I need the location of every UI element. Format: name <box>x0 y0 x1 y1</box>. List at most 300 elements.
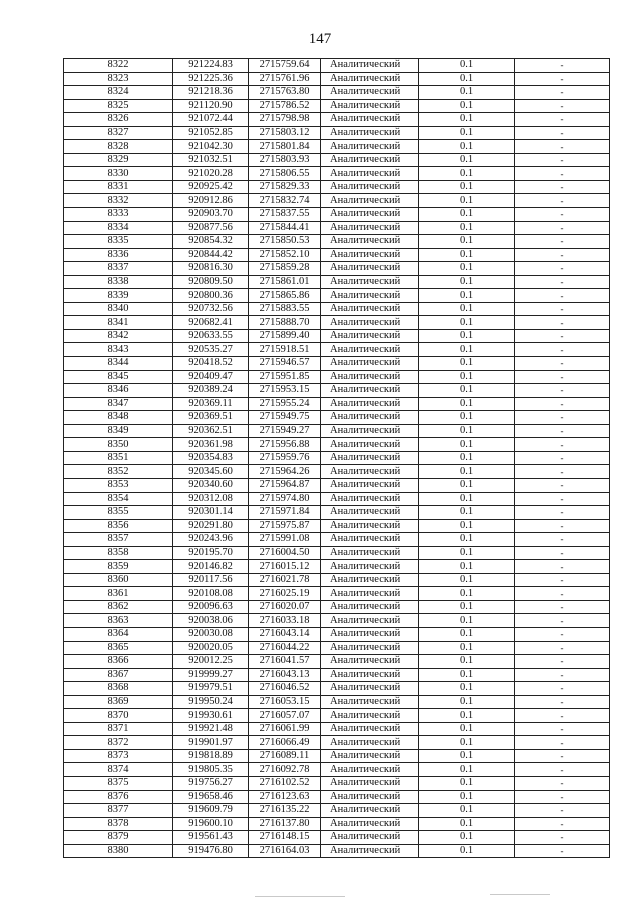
x-coordinate-cell: 921218.36 <box>173 86 249 100</box>
note-cell: - <box>515 573 610 587</box>
note-cell: - <box>515 397 610 411</box>
y-coordinate-cell: 2716043.13 <box>249 668 321 682</box>
x-coordinate-cell: 920903.70 <box>173 208 249 222</box>
table-row <box>64 573 610 587</box>
x-coordinate-cell: 919921.48 <box>173 722 249 736</box>
table-row <box>64 411 610 425</box>
table-row <box>64 655 610 669</box>
note-cell: - <box>515 614 610 628</box>
table-row <box>64 736 610 750</box>
method-cell: Аналитический <box>321 776 419 790</box>
method-cell: Аналитический <box>321 587 419 601</box>
method-cell: Аналитический <box>321 478 419 492</box>
note-cell: - <box>515 99 610 113</box>
x-coordinate-cell: 919818.89 <box>173 749 249 763</box>
method-cell: Аналитический <box>321 167 419 181</box>
method-cell: Аналитический <box>321 221 419 235</box>
y-coordinate-cell: 2716066.49 <box>249 736 321 750</box>
y-coordinate-cell: 2716004.50 <box>249 546 321 560</box>
table-row <box>64 478 610 492</box>
x-coordinate-cell: 920108.08 <box>173 587 249 601</box>
point-number-cell: 8322 <box>64 59 173 73</box>
y-coordinate-cell: 2716102.52 <box>249 776 321 790</box>
note-cell: - <box>515 560 610 574</box>
x-coordinate-cell: 919476.80 <box>173 844 249 858</box>
accuracy-cell: 0.1 <box>419 99 515 113</box>
accuracy-cell: 0.1 <box>419 492 515 506</box>
y-coordinate-cell: 2716044.22 <box>249 641 321 655</box>
y-coordinate-cell: 2715974.80 <box>249 492 321 506</box>
accuracy-cell: 0.1 <box>419 817 515 831</box>
y-coordinate-cell: 2716025.19 <box>249 587 321 601</box>
table-row <box>64 587 610 601</box>
point-number-cell: 8329 <box>64 153 173 167</box>
y-coordinate-cell: 2715899.40 <box>249 329 321 343</box>
y-coordinate-cell: 2716053.15 <box>249 695 321 709</box>
accuracy-cell: 0.1 <box>419 316 515 330</box>
accuracy-cell: 0.1 <box>419 573 515 587</box>
table-row <box>64 790 610 804</box>
x-coordinate-cell: 919561.43 <box>173 831 249 845</box>
method-cell: Аналитический <box>321 492 419 506</box>
method-cell: Аналитический <box>321 262 419 276</box>
note-cell: - <box>515 709 610 723</box>
table-row <box>64 180 610 194</box>
note-cell: - <box>515 722 610 736</box>
accuracy-cell: 0.1 <box>419 506 515 520</box>
x-coordinate-cell: 920877.56 <box>173 221 249 235</box>
x-coordinate-cell: 921032.51 <box>173 153 249 167</box>
y-coordinate-cell: 2715803.12 <box>249 126 321 140</box>
x-coordinate-cell: 920354.83 <box>173 451 249 465</box>
page-number: 147 <box>308 31 332 47</box>
table-row <box>64 519 610 533</box>
accuracy-cell: 0.1 <box>419 384 515 398</box>
note-cell: - <box>515 113 610 127</box>
note-cell: - <box>515 668 610 682</box>
point-number-cell: 8378 <box>64 817 173 831</box>
method-cell: Аналитический <box>321 99 419 113</box>
x-coordinate-cell: 919930.61 <box>173 709 249 723</box>
table-row <box>64 546 610 560</box>
x-coordinate-cell: 920195.70 <box>173 546 249 560</box>
x-coordinate-cell: 919658.46 <box>173 790 249 804</box>
method-cell: Аналитический <box>321 343 419 357</box>
table-row <box>64 533 610 547</box>
table-row <box>64 776 610 790</box>
x-coordinate-cell: 919756.27 <box>173 776 249 790</box>
point-number-cell: 8374 <box>64 763 173 777</box>
note-cell: - <box>515 180 610 194</box>
x-coordinate-cell: 920361.98 <box>173 438 249 452</box>
y-coordinate-cell: 2715949.27 <box>249 424 321 438</box>
table-row <box>64 831 610 845</box>
note-cell: - <box>515 167 610 181</box>
table-row <box>64 208 610 222</box>
accuracy-cell: 0.1 <box>419 790 515 804</box>
point-number-cell: 8368 <box>64 682 173 696</box>
accuracy-cell: 0.1 <box>419 776 515 790</box>
note-cell: - <box>515 370 610 384</box>
x-coordinate-cell: 920291.80 <box>173 519 249 533</box>
table-row <box>64 438 610 452</box>
y-coordinate-cell: 2715850.53 <box>249 235 321 249</box>
point-number-cell: 8336 <box>64 248 173 262</box>
point-number-cell: 8353 <box>64 478 173 492</box>
accuracy-cell: 0.1 <box>419 600 515 614</box>
method-cell: Аналитический <box>321 844 419 858</box>
accuracy-cell: 0.1 <box>419 424 515 438</box>
note-cell: - <box>515 478 610 492</box>
point-number-cell: 8380 <box>64 844 173 858</box>
table-row <box>64 126 610 140</box>
y-coordinate-cell: 2715844.41 <box>249 221 321 235</box>
accuracy-cell: 0.1 <box>419 438 515 452</box>
note-cell: - <box>515 519 610 533</box>
table-row <box>64 682 610 696</box>
point-number-cell: 8369 <box>64 695 173 709</box>
point-number-cell: 8360 <box>64 573 173 587</box>
x-coordinate-cell: 919979.51 <box>173 682 249 696</box>
y-coordinate-cell: 2716021.78 <box>249 573 321 587</box>
x-coordinate-cell: 920535.27 <box>173 343 249 357</box>
table-row <box>64 289 610 303</box>
accuracy-cell: 0.1 <box>419 357 515 371</box>
x-coordinate-cell: 920633.55 <box>173 329 249 343</box>
method-cell: Аналитический <box>321 235 419 249</box>
y-coordinate-cell: 2715837.55 <box>249 208 321 222</box>
method-cell: Аналитический <box>321 384 419 398</box>
note-cell: - <box>515 316 610 330</box>
note-cell: - <box>515 275 610 289</box>
x-coordinate-cell: 921120.90 <box>173 99 249 113</box>
x-coordinate-cell: 919950.24 <box>173 695 249 709</box>
x-coordinate-cell: 920362.51 <box>173 424 249 438</box>
accuracy-cell: 0.1 <box>419 533 515 547</box>
y-coordinate-cell: 2715861.01 <box>249 275 321 289</box>
method-cell: Аналитический <box>321 275 419 289</box>
note-cell: - <box>515 695 610 709</box>
method-cell: Аналитический <box>321 59 419 73</box>
note-cell: - <box>515 844 610 858</box>
x-coordinate-cell: 920389.24 <box>173 384 249 398</box>
point-number-cell: 8359 <box>64 560 173 574</box>
table-row <box>64 397 610 411</box>
y-coordinate-cell: 2715946.57 <box>249 357 321 371</box>
y-coordinate-cell: 2715761.96 <box>249 72 321 86</box>
x-coordinate-cell: 919805.35 <box>173 763 249 777</box>
note-cell: - <box>515 804 610 818</box>
y-coordinate-cell: 2716148.15 <box>249 831 321 845</box>
point-number-cell: 8323 <box>64 72 173 86</box>
method-cell: Аналитический <box>321 153 419 167</box>
y-coordinate-cell: 2716057.07 <box>249 709 321 723</box>
table-row <box>64 153 610 167</box>
note-cell: - <box>515 262 610 276</box>
table-row <box>64 302 610 316</box>
method-cell: Аналитический <box>321 817 419 831</box>
table-row <box>64 749 610 763</box>
x-coordinate-cell: 920030.08 <box>173 627 249 641</box>
method-cell: Аналитический <box>321 722 419 736</box>
method-cell: Аналитический <box>321 411 419 425</box>
point-number-cell: 8358 <box>64 546 173 560</box>
point-number-cell: 8371 <box>64 722 173 736</box>
table-row <box>64 614 610 628</box>
y-coordinate-cell: 2715798.98 <box>249 113 321 127</box>
table-row <box>64 235 610 249</box>
point-number-cell: 8338 <box>64 275 173 289</box>
method-cell: Аналитический <box>321 573 419 587</box>
point-number-cell: 8349 <box>64 424 173 438</box>
point-number-cell: 8337 <box>64 262 173 276</box>
accuracy-cell: 0.1 <box>419 113 515 127</box>
table-row <box>64 722 610 736</box>
note-cell: - <box>515 208 610 222</box>
x-coordinate-cell: 920243.96 <box>173 533 249 547</box>
y-coordinate-cell: 2715888.70 <box>249 316 321 330</box>
table-row <box>64 627 610 641</box>
x-coordinate-cell: 920816.30 <box>173 262 249 276</box>
table-row <box>64 194 610 208</box>
x-coordinate-cell: 920369.11 <box>173 397 249 411</box>
y-coordinate-cell: 2716092.78 <box>249 763 321 777</box>
point-number-cell: 8343 <box>64 343 173 357</box>
accuracy-cell: 0.1 <box>419 397 515 411</box>
x-coordinate-cell: 919600.10 <box>173 817 249 831</box>
note-cell: - <box>515 587 610 601</box>
note-cell: - <box>515 221 610 235</box>
x-coordinate-cell: 920809.50 <box>173 275 249 289</box>
note-cell: - <box>515 302 610 316</box>
x-coordinate-cell: 920732.56 <box>173 302 249 316</box>
method-cell: Аналитический <box>321 655 419 669</box>
point-number-cell: 8364 <box>64 627 173 641</box>
x-coordinate-cell: 920146.82 <box>173 560 249 574</box>
point-number-cell: 8372 <box>64 736 173 750</box>
point-number-cell: 8345 <box>64 370 173 384</box>
y-coordinate-cell: 2715975.87 <box>249 519 321 533</box>
point-number-cell: 8355 <box>64 506 173 520</box>
point-number-cell: 8328 <box>64 140 173 154</box>
point-number-cell: 8333 <box>64 208 173 222</box>
accuracy-cell: 0.1 <box>419 302 515 316</box>
y-coordinate-cell: 2715953.15 <box>249 384 321 398</box>
y-coordinate-cell: 2715852.10 <box>249 248 321 262</box>
table-row <box>64 695 610 709</box>
x-coordinate-cell: 920340.60 <box>173 478 249 492</box>
note-cell: - <box>515 641 610 655</box>
table-row <box>64 221 610 235</box>
method-cell: Аналитический <box>321 289 419 303</box>
method-cell: Аналитический <box>321 763 419 777</box>
note-cell: - <box>515 749 610 763</box>
method-cell: Аналитический <box>321 790 419 804</box>
note-cell: - <box>515 59 610 73</box>
accuracy-cell: 0.1 <box>419 655 515 669</box>
x-coordinate-cell: 921224.83 <box>173 59 249 73</box>
point-number-cell: 8339 <box>64 289 173 303</box>
y-coordinate-cell: 2715956.88 <box>249 438 321 452</box>
accuracy-cell: 0.1 <box>419 411 515 425</box>
accuracy-cell: 0.1 <box>419 235 515 249</box>
method-cell: Аналитический <box>321 736 419 750</box>
note-cell: - <box>515 438 610 452</box>
x-coordinate-cell: 920925.42 <box>173 180 249 194</box>
table-row <box>64 72 610 86</box>
point-number-cell: 8357 <box>64 533 173 547</box>
accuracy-cell: 0.1 <box>419 695 515 709</box>
accuracy-cell: 0.1 <box>419 614 515 628</box>
accuracy-cell: 0.1 <box>419 140 515 154</box>
method-cell: Аналитический <box>321 804 419 818</box>
point-number-cell: 8330 <box>64 167 173 181</box>
point-number-cell: 8325 <box>64 99 173 113</box>
x-coordinate-cell: 920409.47 <box>173 370 249 384</box>
method-cell: Аналитический <box>321 695 419 709</box>
point-number-cell: 8377 <box>64 804 173 818</box>
method-cell: Аналитический <box>321 546 419 560</box>
point-number-cell: 8370 <box>64 709 173 723</box>
y-coordinate-cell: 2715806.55 <box>249 167 321 181</box>
note-cell: - <box>515 533 610 547</box>
method-cell: Аналитический <box>321 749 419 763</box>
x-coordinate-cell: 920418.52 <box>173 357 249 371</box>
x-coordinate-cell: 920800.36 <box>173 289 249 303</box>
table-row <box>64 424 610 438</box>
table-row <box>64 262 610 276</box>
note-cell: - <box>515 465 610 479</box>
note-cell: - <box>515 424 610 438</box>
point-number-cell: 8366 <box>64 655 173 669</box>
point-number-cell: 8342 <box>64 329 173 343</box>
y-coordinate-cell: 2716135.22 <box>249 804 321 818</box>
method-cell: Аналитический <box>321 451 419 465</box>
table-row <box>64 804 610 818</box>
accuracy-cell: 0.1 <box>419 153 515 167</box>
accuracy-cell: 0.1 <box>419 560 515 574</box>
point-number-cell: 8341 <box>64 316 173 330</box>
y-coordinate-cell: 2716020.07 <box>249 600 321 614</box>
x-coordinate-cell: 920854.32 <box>173 235 249 249</box>
accuracy-cell: 0.1 <box>419 763 515 777</box>
point-number-cell: 8346 <box>64 384 173 398</box>
y-coordinate-cell: 2715991.08 <box>249 533 321 547</box>
method-cell: Аналитический <box>321 302 419 316</box>
accuracy-cell: 0.1 <box>419 275 515 289</box>
table-row <box>64 384 610 398</box>
accuracy-cell: 0.1 <box>419 180 515 194</box>
point-number-cell: 8332 <box>64 194 173 208</box>
note-cell: - <box>515 153 610 167</box>
x-coordinate-cell: 920020.05 <box>173 641 249 655</box>
note-cell: - <box>515 235 610 249</box>
note-cell: - <box>515 451 610 465</box>
y-coordinate-cell: 2716089.11 <box>249 749 321 763</box>
y-coordinate-cell: 2715803.93 <box>249 153 321 167</box>
accuracy-cell: 0.1 <box>419 722 515 736</box>
note-cell: - <box>515 140 610 154</box>
note-cell: - <box>515 682 610 696</box>
method-cell: Аналитический <box>321 506 419 520</box>
accuracy-cell: 0.1 <box>419 262 515 276</box>
table-row <box>64 343 610 357</box>
method-cell: Аналитический <box>321 180 419 194</box>
y-coordinate-cell: 2715959.76 <box>249 451 321 465</box>
method-cell: Аналитический <box>321 641 419 655</box>
y-coordinate-cell: 2716123.63 <box>249 790 321 804</box>
table-row <box>64 248 610 262</box>
accuracy-cell: 0.1 <box>419 587 515 601</box>
accuracy-cell: 0.1 <box>419 641 515 655</box>
accuracy-cell: 0.1 <box>419 289 515 303</box>
method-cell: Аналитический <box>321 560 419 574</box>
table-row <box>64 560 610 574</box>
y-coordinate-cell: 2715883.55 <box>249 302 321 316</box>
x-coordinate-cell: 919901.97 <box>173 736 249 750</box>
table-row <box>64 600 610 614</box>
x-coordinate-cell: 920038.06 <box>173 614 249 628</box>
note-cell: - <box>515 384 610 398</box>
note-cell: - <box>515 248 610 262</box>
table-row <box>64 506 610 520</box>
method-cell: Аналитический <box>321 668 419 682</box>
note-cell: - <box>515 194 610 208</box>
table-row <box>64 275 610 289</box>
accuracy-cell: 0.1 <box>419 546 515 560</box>
table-row <box>64 641 610 655</box>
accuracy-cell: 0.1 <box>419 736 515 750</box>
note-cell: - <box>515 411 610 425</box>
note-cell: - <box>515 86 610 100</box>
accuracy-cell: 0.1 <box>419 126 515 140</box>
x-coordinate-cell: 921052.85 <box>173 126 249 140</box>
x-coordinate-cell: 920117.56 <box>173 573 249 587</box>
y-coordinate-cell: 2715759.64 <box>249 59 321 73</box>
y-coordinate-cell: 2716041.57 <box>249 655 321 669</box>
point-number-cell: 8354 <box>64 492 173 506</box>
accuracy-cell: 0.1 <box>419 59 515 73</box>
x-coordinate-cell: 920345.60 <box>173 465 249 479</box>
table-row <box>64 167 610 181</box>
method-cell: Аналитический <box>321 709 419 723</box>
point-number-cell: 8350 <box>64 438 173 452</box>
method-cell: Аналитический <box>321 682 419 696</box>
note-cell: - <box>515 289 610 303</box>
point-number-cell: 8340 <box>64 302 173 316</box>
point-number-cell: 8348 <box>64 411 173 425</box>
method-cell: Аналитический <box>321 316 419 330</box>
accuracy-cell: 0.1 <box>419 709 515 723</box>
x-coordinate-cell: 921072.44 <box>173 113 249 127</box>
y-coordinate-cell: 2715801.84 <box>249 140 321 154</box>
point-number-cell: 8375 <box>64 776 173 790</box>
point-number-cell: 8379 <box>64 831 173 845</box>
accuracy-cell: 0.1 <box>419 194 515 208</box>
accuracy-cell: 0.1 <box>419 519 515 533</box>
method-cell: Аналитический <box>321 533 419 547</box>
accuracy-cell: 0.1 <box>419 749 515 763</box>
note-cell: - <box>515 790 610 804</box>
note-cell: - <box>515 655 610 669</box>
y-coordinate-cell: 2715964.26 <box>249 465 321 479</box>
note-cell: - <box>515 329 610 343</box>
y-coordinate-cell: 2716015.12 <box>249 560 321 574</box>
note-cell: - <box>515 831 610 845</box>
table-row <box>64 316 610 330</box>
note-cell: - <box>515 126 610 140</box>
method-cell: Аналитический <box>321 72 419 86</box>
